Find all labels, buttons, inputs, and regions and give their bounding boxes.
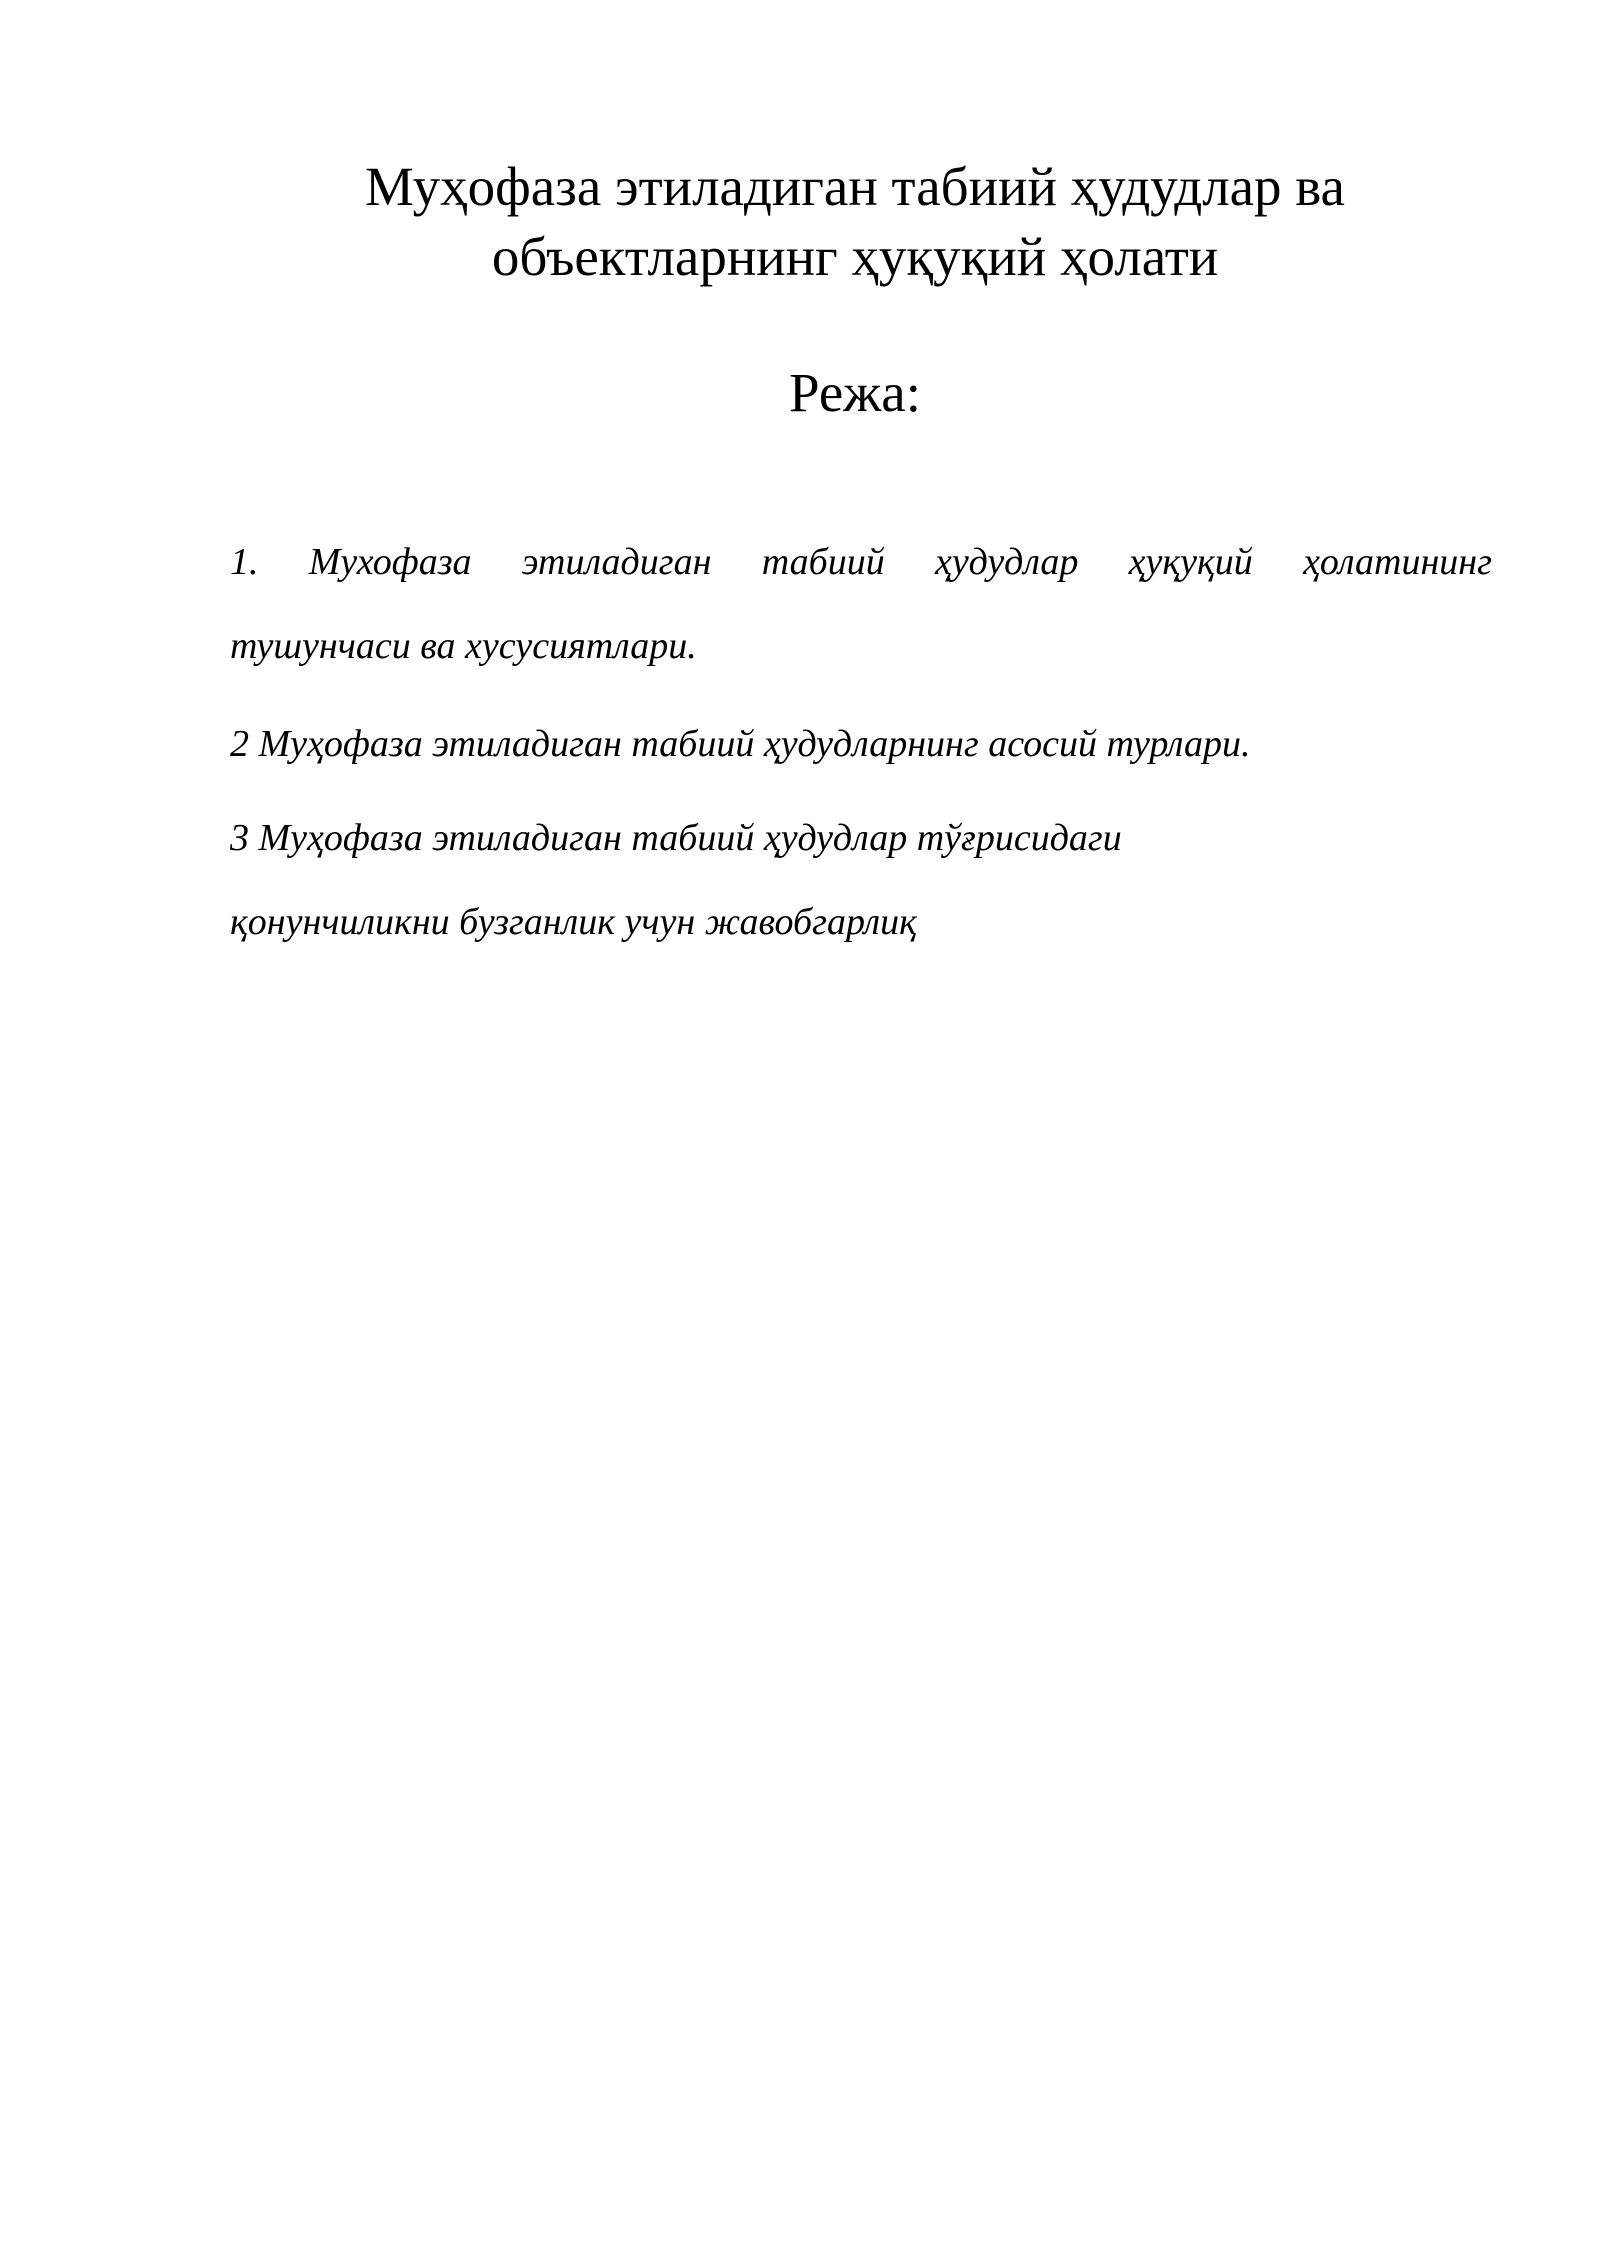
- plan-item-line: 3 Муҳофаза этиладиган табиий ҳудудлар тўғрисидаги: [230, 817, 1122, 859]
- document-title: [300, 152, 1410, 292]
- plan-list: [230, 520, 1492, 964]
- plan-item-3: [230, 796, 1492, 964]
- plan-item-1: [230, 520, 1492, 688]
- document-title-line: Муҳофаза этиладиган табиий ҳудудлар ва: [365, 156, 1345, 217]
- plan-item-line: 1. Мухофаза этиладиган табиий ҳудудлар ҳуқуқий ҳолатининг: [230, 541, 1492, 583]
- plan-heading: Режа:: [789, 362, 921, 423]
- plan-item-line: қонунчиликни бузганлик учун жавобгарлиқ: [230, 901, 917, 943]
- plan-item-2: [230, 702, 1492, 786]
- document-title-line: объектларнинг ҳуқуқий ҳолати: [491, 226, 1219, 287]
- plan-item-line: тушунчаси ва хусусиятлари.: [230, 625, 697, 667]
- plan-item-line: 2 Муҳофаза этиладиган табиий ҳудудларнинг асосий турлари.: [230, 723, 1251, 765]
